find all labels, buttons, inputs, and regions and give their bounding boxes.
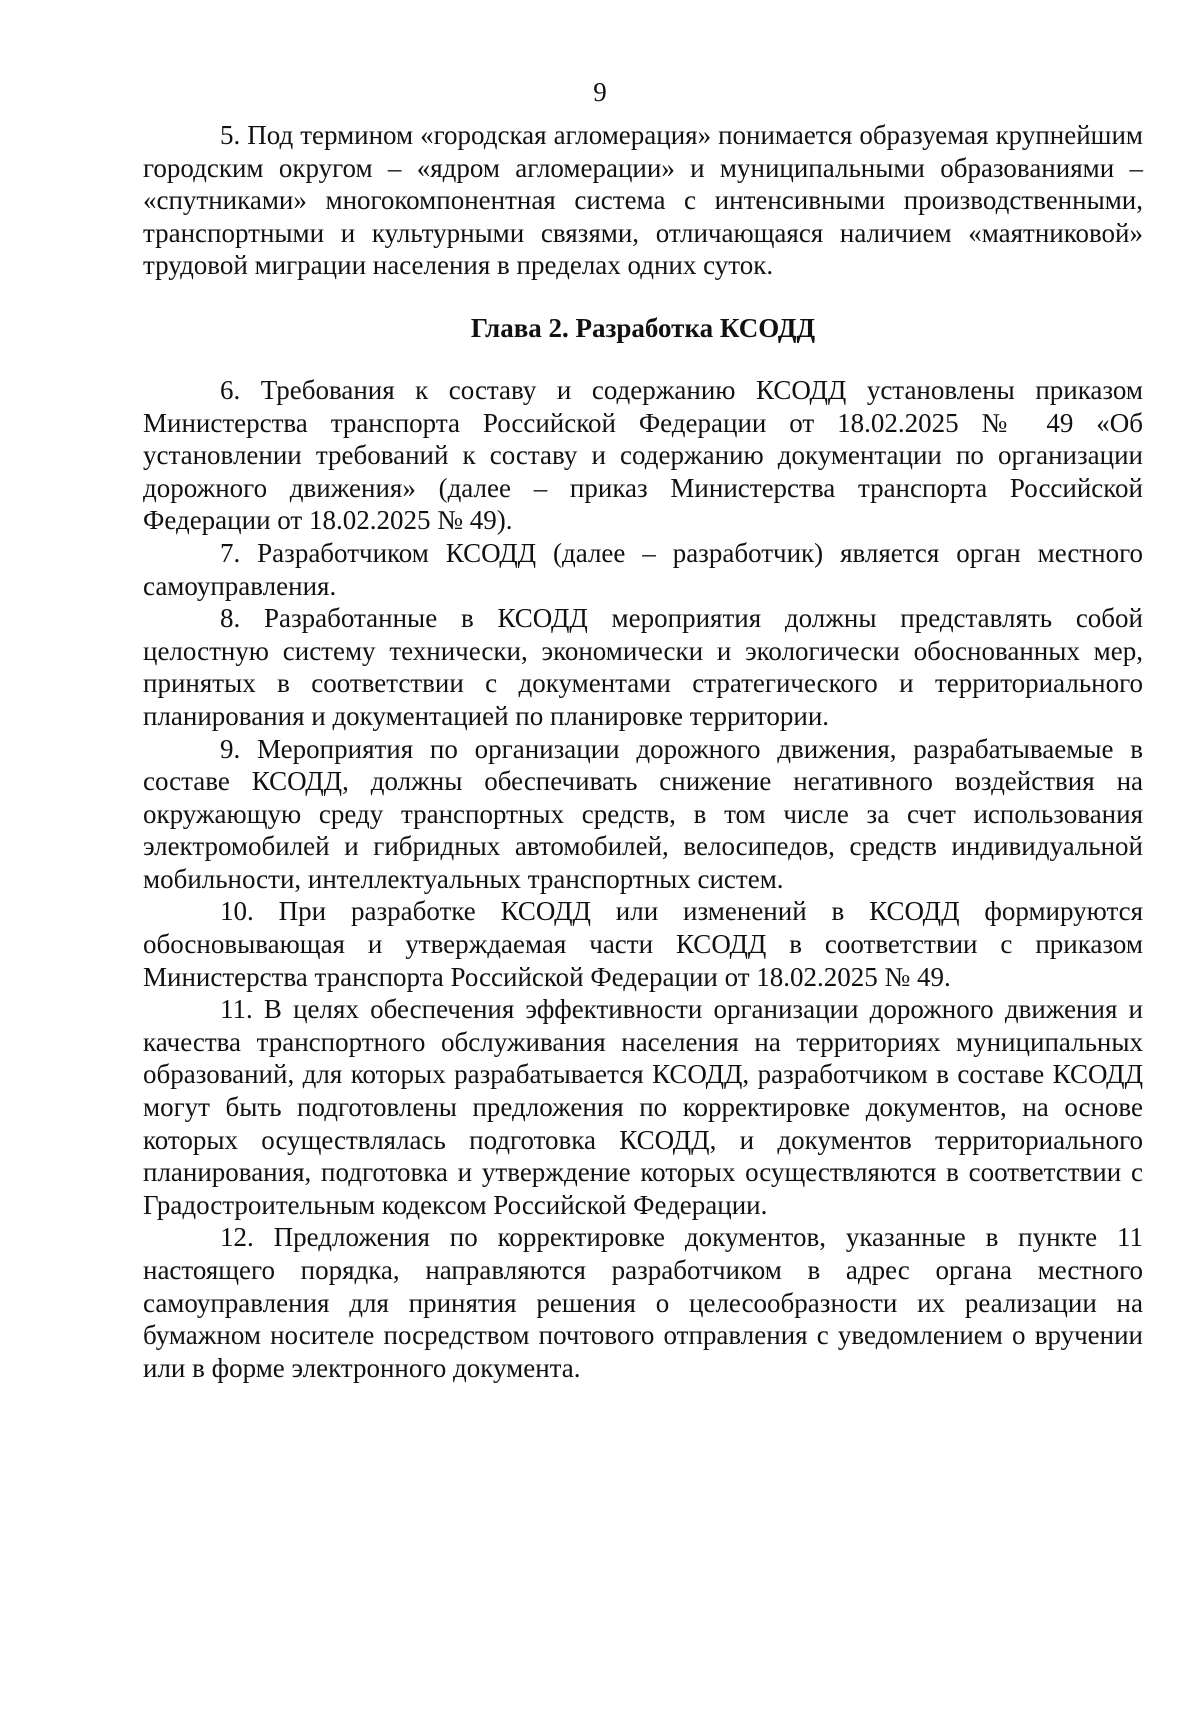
page-number: 9 (593, 77, 607, 107)
paragraph-12: 12. Предложения по корректировке документов, указанные в пункте 11 настоящего порядка, направляются разработчиком в адрес органа местного самоуправления для принятия решения о целесообразности их реализации на бумажном носителе посредством почтового отправления с уведомлением о вручении или в форме электронного документа. (143, 1222, 1143, 1383)
paragraph-5: 5. Под термином «городская агломерация» понимается образуемая крупнейшим городским округом – «ядром агломерации» и муниципальными образованиями – «спутниками» многокомпонентная система с интенсивными производственными, транспортными и культурными связями, отличающаяся наличием «маятниковой» трудовой миграции населения в пределах одних суток. (143, 120, 1143, 281)
chapter-heading: Глава 2. Разработка КСОДД (470, 312, 816, 343)
paragraph-7: 7. Разработчиком КСОДД (далее – разработчик) является орган местного самоуправления. (143, 537, 1143, 601)
document-body (143, 119, 1143, 1384)
paragraph-11: 11. В целях обеспечения эффективности организации дорожного движения и качества транспортного обслуживания населения на территориях муниципальных образований, для которых разрабатывается КСОДД, разработчиком в составе КСОДД могут быть подготовлены предложения по корректировке документов, на основе которых осуществлялась подготовка КСОДД, и документов территориального планирования, подготовка и утверждение которых осуществляются в соответствии с Градостроительным кодексом Российской Федерации. (143, 994, 1143, 1220)
paragraph-9: 9. Мероприятия по организации дорожного движения, разрабатываемые в составе КСОДД, должны обеспечивать снижение негативного воздействия на окружающую среду транспортных средств, в том числе за счет использования электромобилей и гибридных автомобилей, велосипедов, средств индивидуальной мобильности, интеллектуальных транспортных систем. (143, 733, 1143, 894)
paragraph-6: 6. Требования к составу и содержанию КСОДД установлены приказом Министерства транспорта Российской Федерации от 18.02.2025 № 49 «Об установлении требований к составу и содержанию документации по организации дорожного движения» (далее – приказ Министерства транспорта Российской Федерации от 18.02.2025 № 49). (143, 374, 1143, 536)
paragraph-8: 8. Разработанные в КСОДД мероприятия должны представлять собой целостную систему технически, экономически и экологически обоснованных мер, принятых в соответствии с документами стратегического и территориального планирования и документацией по планировке территории. (143, 603, 1143, 731)
paragraph-10: 10. При разработке КСОДД или изменений в КСОДД формируются обосновывающая и утверждаемая части КСОДД в соответствии с приказом Министерства транспорта Российской Федерации от 18.02.2025 № 49. (143, 896, 1143, 992)
